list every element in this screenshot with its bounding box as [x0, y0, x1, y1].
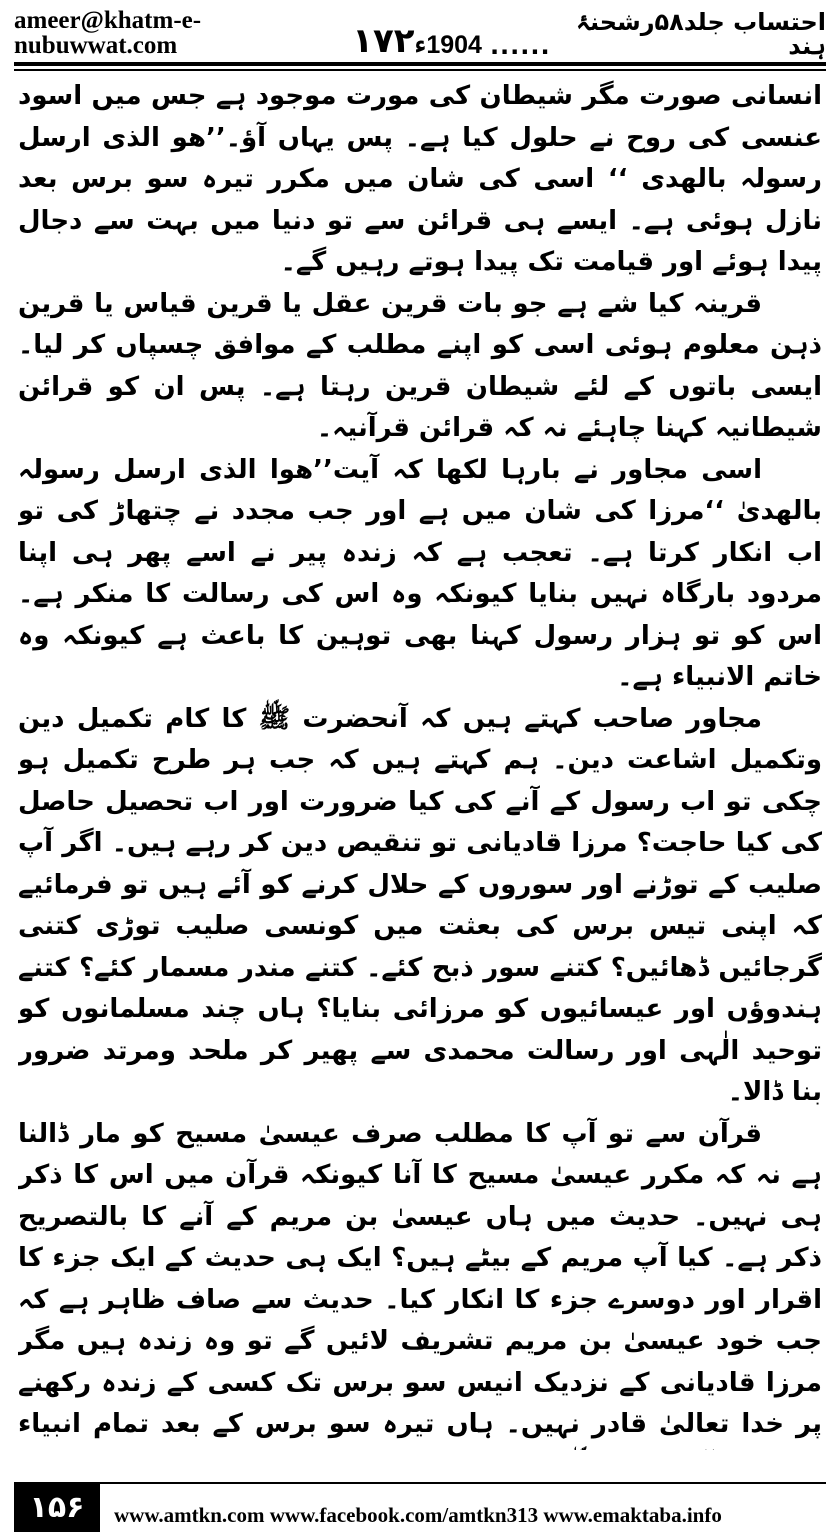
- paragraph: قرینہ کیا شے ہے جو بات قرین عقل یا قرین قیاس یا قرین ذہن معلوم ہوئی اسی کو اپنے مطلب کے موافق چسپاں کر لیا۔ ایسی باتوں کے لئے شیطان قرین رہتا ہے۔ پس ان کو قرائن شیطانیہ کہنا چاہئے نہ کہ قرائن قرآنیہ۔: [18, 288, 822, 443]
- page-header: [14, 7, 826, 61]
- header-page-number: ۱۷۲: [352, 21, 415, 61]
- header-left: [14, 7, 415, 61]
- header-dots: ......: [489, 32, 551, 60]
- header-email: ameer@khatm-e-nubuwwat.com: [14, 7, 202, 59]
- paragraph: اسی مجاور نے بارہا لکھا کہ آیت’’ھوا الذی ارسل رسولہ بالھدیٰ ‘‘مرزا کی شان میں ہے اور جب مجدد نے چتھاڑ کی تو اب انکار کرتا ہے۔ تعجب ہے کہ زندہ پیر نے اسے پھر ہی اپنا مردود بارگاہ نہیں بنایا کیونکہ وہ اس کی رسالت کا منکر ہے۔ اس کو تو ہزار رسول کہنا بھی توہین کا باعث ہے کیونکہ وہ خاتم الانبیاء ہے۔: [18, 454, 822, 692]
- footer-rule: [100, 1482, 826, 1484]
- footer-links: www.amtkn.com www.facebook.com/amtkn313 www.emaktaba.info: [114, 1503, 722, 1527]
- page-footer: [14, 1476, 826, 1532]
- book-title: احتساب جلد۵۸رشحنۂ ہند: [575, 8, 826, 60]
- header-rule-thin: [14, 69, 826, 71]
- header-year: 1904ء: [414, 31, 482, 59]
- paragraph: انسانی صورت مگر شیطان کی مورت موجود ہے جس میں اسود عنسی کی روح نے حلول کیا ہے۔ پس یہاں آؤ۔’’ھو الذی ارسل رسولہ بالھدی ‘‘ اسی کی شان میں مکرر تیرہ سو برس بعد نازل ہوئی ہے۔ ایسے ہی قرائن سے تو دنیا میں بہت سے دجال پیدا ہوئے اور قیامت تک پیدا ہوتے رہیں گے۔: [18, 81, 822, 277]
- footer-bar: [100, 1482, 826, 1532]
- paragraph: قرآن سے تو آپ کا مطلب صرف عیسیٰ مسیح کو مار ڈالنا ہے نہ کہ مکرر عیسیٰ مسیح کا آنا کیونکہ قرآن میں اس کا ذکر ہی نہیں۔ حدیث میں ہاں عیسیٰ بن مریم کے آنے کا بالتصریح ذکر ہے۔ کیا آپ مریم کے بیٹے ہیں؟ ایک ہی حدیث کے ایک جزء کا اقرار اور دوسرے جزء کا انکار کیا۔ حدیث سے صاف ظاہر ہے کہ جب خود عیسیٰ بن مریم تشریف لائیں گے تو وہ زندہ ہیں مگر مرزا قادیانی کے نزدیک انیس سو برس تک کسی کے زندہ رکھنے پر خدا تعالیٰ قادر نہیں۔ ہاں تیرہ سو برس کے بعد تمام انبیاء: [18, 1118, 822, 1439]
- header-right: [415, 10, 826, 58]
- paragraph: مجاور صاحب کہتے ہیں کہ آنحضرت ﷺ کا کام تکمیل دین وتکمیل اشاعت دین۔ ہم کہتے ہیں کہ جب ہر طرح تکمیل ہو چکی تو اب رسول کے آنے کی کیا ضرورت اور اب تحصیل حاصل کی کیا حاجت؟ مرزا قادیانی تو تنقیص دین کر رہے ہیں۔ اگر آپ صلیب کے توڑنے اور سوروں کے حلال کرنے کو آئے ہیں تو فرمائیے کہ اپنی تیس برس کی بعثت میں کونسی صلیب توڑی کتنی گرجائیں ڈھائیں؟ کتنے سور ذبح کئے۔ کتنے مندر مسمار کئے؟ کتنے ہندوؤں اور عیسائیوں کو مرزائی بنایا؟ ہاں چند مسلمانوں کو توحید الٰہی اور رسالت محمدی سے پھیر کر ملحد ومرتد ضرور بنا ڈالا۔: [18, 703, 822, 1107]
- footer-page-number: ۱۵۶: [14, 1482, 100, 1532]
- page-body: [18, 76, 822, 1450]
- header-rule-thick: [14, 62, 826, 66]
